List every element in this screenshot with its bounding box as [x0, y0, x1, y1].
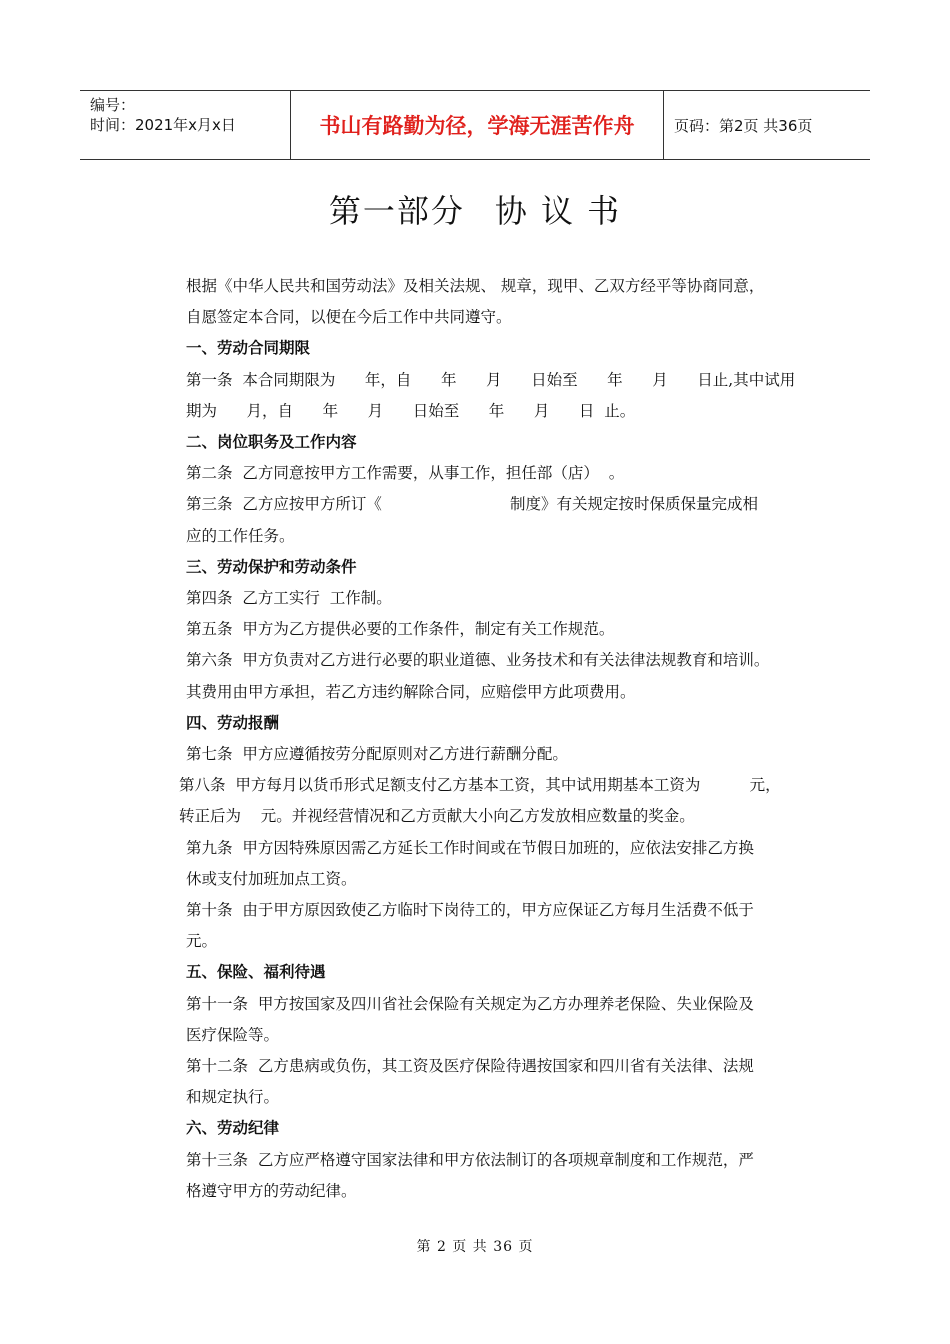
section-heading: 五、保险、福利待遇 — [186, 963, 326, 982]
page-title — [0, 186, 950, 232]
paragraph-line: 第二条 乙方同意按甲方工作需要，从事工作，担任部（店） 。 — [186, 464, 625, 483]
paragraph-line: 格遵守甲方的劳动纪律。 — [186, 1181, 357, 1200]
paragraph-line: 第十三条 乙方应严格遵守国家法律和甲方依法制订的各项规章制度和工作规范，严 — [186, 1150, 754, 1169]
header-page-info: 页码：第2页 共36页 — [674, 116, 813, 135]
section-heading: 六、劳动纪律 — [186, 1119, 280, 1138]
title-part: 第一部分 — [328, 192, 465, 230]
paragraph-line: 第三条 乙方应按甲方所订《 制度》有关规定按时保质保量完成相 — [186, 495, 758, 514]
paragraph-line: 第十一条 甲方按国家及四川省社会保险有关规定为乙方办理养老保险、失业保险及 — [186, 994, 754, 1013]
paragraph-line: 第五条 甲方为乙方提供必要的工作条件，制定有关工作规范。 — [186, 620, 615, 639]
paragraph-line: 第七条 甲方应遵循按劳分配原则对乙方进行薪酬分配。 — [186, 745, 568, 764]
paragraph-line: 第八条 甲方每月以货币形式足额支付乙方基本工资，其中试用期基本工资为 元， — [179, 776, 781, 795]
number-label: 编号： — [90, 96, 136, 114]
paragraph-line: 转正后为 元。并视经营情况和乙方贡献大小向乙方发放相应数量的奖金。 — [179, 807, 695, 826]
paragraph-line: 第十条 由于甲方原因致使乙方临时下岗待工的，甲方应保证乙方每月生活费不低于 — [186, 901, 754, 920]
document-body — [179, 271, 806, 1207]
paragraph-line: 根据《中华人民共和国劳动法》及相关法规、 规章，现甲、乙双方经平等协商同意， — [186, 277, 765, 295]
title-name: 协 议 书 — [494, 192, 622, 230]
section-heading: 四、劳动报酬 — [186, 713, 280, 732]
paragraph-line: 期为 月，自 年 月 日始至 年 月 日 止。 — [186, 401, 636, 420]
paragraph-line: 其费用由甲方承担，若乙方违约解除合同，应赔偿甲方此项费用。 — [186, 682, 636, 701]
header-meta — [80, 91, 291, 159]
header-motto: 书山有路勤为径，学海无涯苦作舟 — [291, 91, 664, 159]
paragraph-line: 第四条 乙方工实行 工作制。 — [186, 589, 392, 608]
section-heading: 三、劳动保护和劳动条件 — [186, 557, 357, 576]
paragraph-line: 医疗保险等。 — [186, 1025, 280, 1044]
paragraph-line: 元。 — [186, 932, 218, 951]
section-heading: 一、劳动合同期限 — [186, 339, 311, 358]
page-footer: 第 2 页 共 36 页 — [416, 1239, 534, 1255]
paragraph-line: 应的工作任务。 — [186, 526, 295, 545]
paragraph-line: 第九条 甲方因特殊原因需乙方延长工作时间或在节假日加班的，应依法安排乙方换 — [186, 838, 754, 857]
paragraph-line: 自愿签定本合同，以便在今后工作中共同遵守。 — [186, 308, 512, 327]
document-header — [80, 90, 870, 160]
paragraph-line: 第十二条 乙方患病或负伤，其工资及医疗保险待遇按国家和四川省有关法律、法规 — [186, 1057, 754, 1076]
paragraph-line: 和规定执行。 — [186, 1088, 280, 1107]
paragraph-line: 第一条 本合同期限为 年，自 年 月 日始至 年 月 日止,其中试用 — [186, 370, 796, 389]
paragraph-line: 休或支付加班加点工资。 — [186, 869, 357, 888]
paragraph-line: 第六条 甲方负责对乙方进行必要的职业道德、业务技术和有关法律法规教育和培训。 — [186, 651, 770, 670]
time-label: 时间：2021年x月x日 — [90, 116, 236, 134]
section-heading: 二、岗位职务及工作内容 — [186, 433, 357, 452]
